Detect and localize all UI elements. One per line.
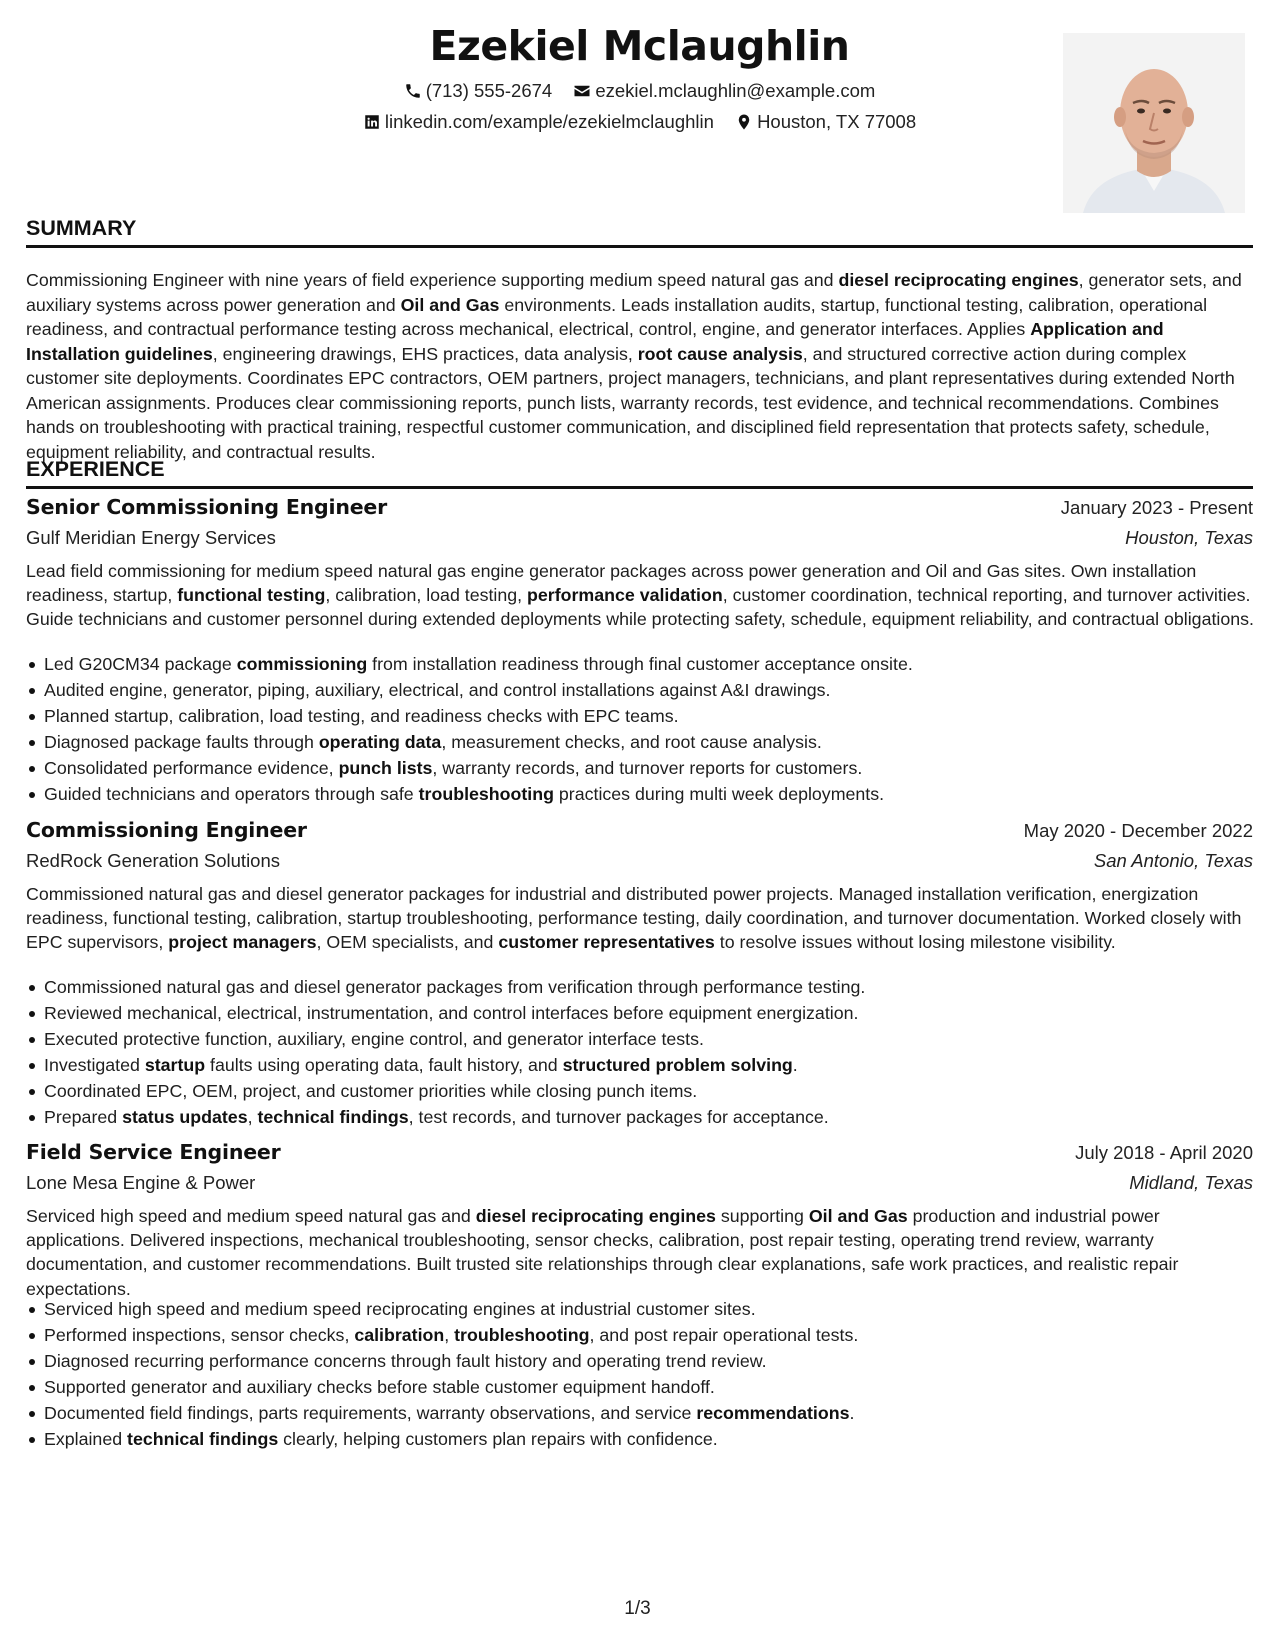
text-run: Serviced high speed and medium speed natural gas and (26, 1206, 476, 1226)
text-run: , and structured corrective action during complex customer site deployments. Coordinates EPC contractors, OEM partners, project managers, technicians, and plant representatives during extended North American assignments. Produces clear commissioning reports, punch lists, warranty records, test evidence, and technical recommendations. Combines hands on troubleshooting with practical training, respectful customer communication, and disciplined field representation that protects safety, schedule, equipment reliability, and contractual results. (26, 343, 1235, 462)
bullet-item (26, 678, 1253, 704)
job-title: Senior Commissioning Engineer (26, 495, 388, 519)
page-number: 1/3 (624, 1598, 651, 1619)
phone-contact[interactable] (404, 80, 553, 102)
emphasized-text: recommendations (696, 1403, 850, 1423)
bullet-item (26, 730, 1253, 756)
emphasized-text: startup (144, 1055, 206, 1075)
job-title: Field Service Engineer (26, 1140, 281, 1164)
bullet-item (26, 756, 1253, 782)
job-dates: May 2020 - December 2022 (1023, 820, 1253, 841)
text-run: , test records, and turnover packages for acceptance. (408, 1107, 829, 1127)
bullet-item (26, 1053, 1253, 1079)
emphasized-text: root cause analysis (637, 343, 803, 364)
text-run: Investigated (44, 1055, 145, 1075)
emphasized-text: commissioning (236, 654, 368, 674)
location-text: Houston, TX 77008 (757, 111, 917, 132)
text-run: , OEM specialists, and (316, 932, 499, 953)
text-run: . (792, 1055, 798, 1075)
text-run: Consolidated performance evidence, (44, 758, 339, 778)
text-run: Performed inspections, sensor checks, (44, 1325, 355, 1345)
text-run: . (849, 1403, 855, 1423)
bullet-item (26, 782, 1253, 808)
bullet-item (26, 1001, 1253, 1027)
bullet-item (26, 1027, 1253, 1053)
bullet-item (26, 1105, 1253, 1131)
experience-heading: EXPERIENCE (26, 457, 1253, 489)
job-location: San Antonio, Texas (1093, 850, 1253, 871)
text-run: Led G20CM34 package (44, 654, 237, 674)
text-run: , (247, 1107, 258, 1127)
text-run: from installation readiness through final customer acceptance onsite. (367, 654, 913, 674)
text-run: Reviewed mechanical, electrical, instrumentation, and control interfaces before equipment energization. (44, 1003, 859, 1023)
profile-photo (1063, 33, 1245, 213)
text-run: Coordinated EPC, OEM, project, and customer priorities while closing punch items. (44, 1081, 698, 1101)
emphasized-text: Oil and Gas (400, 294, 500, 315)
text-run: Audited engine, generator, piping, auxiliary, electrical, and control installations against A&I drawings. (44, 680, 831, 700)
bullet-item (26, 1401, 1253, 1427)
job-location: Houston, Texas (1125, 527, 1253, 548)
phone-icon (404, 82, 422, 100)
bullet-item (26, 1427, 1253, 1453)
emphasized-text: functional testing (177, 585, 326, 606)
emphasized-text: performance validation (527, 585, 723, 606)
emphasized-text: troubleshooting (418, 784, 554, 804)
job-bullet-list (26, 652, 1253, 808)
emphasized-text: structured problem solving (562, 1055, 793, 1075)
text-run: Diagnosed package faults through (44, 732, 319, 752)
job-description (26, 882, 1261, 955)
text-run: Prepared (44, 1107, 123, 1127)
job-location: Midland, Texas (1129, 1172, 1253, 1193)
candidate-name: Ezekiel Mclaughlin (429, 22, 850, 70)
text-run: production and industrial power applications. Delivered inspections, mechanical troubleshooting, sensor checks, calibration, post repair testing, operating trend review, warranty documentation, and customer recommendations. Built trusted site relationships through clear explanations, safe work practices, and realistic repair expectations. (26, 1206, 1179, 1299)
job-description (26, 1204, 1261, 1301)
bullet-item (26, 1349, 1253, 1375)
text-run: practices during multi week deployments. (553, 784, 885, 804)
text-run: Guided technicians and operators through safe (44, 784, 419, 804)
bullet-item (26, 975, 1253, 1001)
text-run: environments. Leads installation audits, startup, functional testing, calibration, operational readiness, and contractual performance testing across mechanical, electrical, control, engine, and generator interfaces. Applies (26, 294, 1208, 339)
emphasized-text: technical findings (127, 1429, 279, 1449)
linkedin-icon (363, 113, 381, 131)
emphasized-text: diesel reciprocating engines (838, 270, 1079, 290)
emphasized-text: technical findings (257, 1107, 409, 1127)
emphasized-text: diesel reciprocating engines (475, 1206, 716, 1226)
emphasized-text: Oil and Gas (808, 1206, 908, 1226)
company-name: Gulf Meridian Energy Services (26, 527, 276, 548)
text-run: Commissioning Engineer with nine years of field experience supporting medium speed natural gas and (26, 270, 839, 290)
text-run: Lead field commissioning for medium speed natural gas engine generator packages across power generation and Oil and Gas sites. Own installation readiness, startup, (26, 561, 1197, 606)
text-run: clearly, helping customers plan repairs with confidence. (278, 1429, 718, 1449)
text-run: , and post repair operational tests. (589, 1325, 859, 1345)
text-run: Executed protective function, auxiliary, engine control, and generator interface tests. (44, 1029, 704, 1049)
linkedin-contact[interactable] (363, 111, 714, 133)
text-run: , warranty records, and turnover reports for customers. (432, 758, 863, 778)
map-pin-icon (735, 113, 753, 131)
text-run: Planned startup, calibration, load testing, and readiness checks with EPC teams. (44, 706, 679, 726)
job-entry (26, 495, 1254, 804)
job-bullet-list (26, 1297, 1253, 1453)
envelope-icon (573, 82, 591, 100)
text-run: Commissioned natural gas and diesel generator packages from verification through performance testing. (44, 977, 866, 997)
text-run: faults using operating data, fault history, and (205, 1055, 563, 1075)
emphasized-text: calibration (354, 1325, 445, 1345)
text-run: Explained (44, 1429, 128, 1449)
job-dates: July 2018 - April 2020 (1075, 1142, 1253, 1163)
emphasized-text: customer representatives (498, 932, 715, 953)
text-run: , measurement checks, and root cause analysis. (441, 732, 822, 752)
bullet-item (26, 1323, 1253, 1349)
job-dates: January 2023 - Present (1060, 497, 1253, 518)
text-run: to resolve issues without losing milestone visibility. (714, 932, 1116, 953)
linkedin-url: linkedin.com/example/ezekielmclaughlin (384, 111, 714, 132)
text-run: , customer coordination, technical reporting, and turnover activities. Guide technicians and customer personnel during extended deployments while protecting safety, schedule, equipment reliability, and contractual obligations. (26, 585, 1254, 630)
emphasized-text: status updates (122, 1107, 248, 1127)
phone-number: (713) 555-2674 (425, 80, 553, 101)
emphasized-text: Application and Installation guidelines (26, 319, 1164, 364)
bullet-item (26, 1297, 1253, 1323)
emphasized-text: punch lists (338, 758, 433, 778)
text-run: Supported generator and auxiliary checks before stable customer equipment handoff. (44, 1377, 715, 1397)
job-entry (26, 1140, 1253, 1449)
bullet-item (26, 704, 1253, 730)
text-run: Commissioned natural gas and diesel generator packages for industrial and distributed power projects. Managed installation verification, energization readiness, functional testing, calibration, startup troubleshooting, performance testing, daily coordination, and turnover documentation. Worked closely with EPC supervisors, (26, 884, 1242, 953)
text-run: , (444, 1325, 455, 1345)
text-run: supporting (715, 1206, 809, 1226)
text-run: Diagnosed recurring performance concerns through fault history and operating trend review. (44, 1351, 767, 1371)
email-address: ezekiel.mclaughlin@example.com (595, 80, 876, 101)
emphasized-text: troubleshooting (454, 1325, 590, 1345)
summary-heading: SUMMARY (26, 216, 1253, 248)
text-run: , generator sets, and auxiliary systems across power generation and (26, 270, 1242, 315)
company-name: RedRock Generation Solutions (26, 850, 281, 871)
job-title: Commissioning Engineer (26, 818, 307, 842)
resume-header (26, 22, 1253, 212)
job-description (26, 559, 1261, 632)
text-run: Documented field findings, parts requirements, warranty observations, and service (44, 1403, 697, 1423)
summary-text (26, 268, 1256, 464)
emphasized-text: operating data (318, 732, 442, 752)
job-bullet-list (26, 975, 1253, 1131)
emphasized-text: project managers (168, 932, 317, 953)
resume-page (26, 0, 1253, 1650)
bullet-item (26, 652, 1253, 678)
bullet-item (26, 1375, 1253, 1401)
job-entry (26, 818, 1253, 1127)
text-run: , calibration, load testing, (325, 585, 528, 606)
text-run: , engineering drawings, EHS practices, data analysis, (212, 343, 638, 364)
bullet-item (26, 1079, 1253, 1105)
company-name: Lone Mesa Engine & Power (26, 1172, 256, 1193)
text-run: Serviced high speed and medium speed reciprocating engines at industrial customer sites. (44, 1299, 756, 1319)
location-contact (735, 111, 916, 133)
email-contact[interactable] (573, 80, 875, 102)
